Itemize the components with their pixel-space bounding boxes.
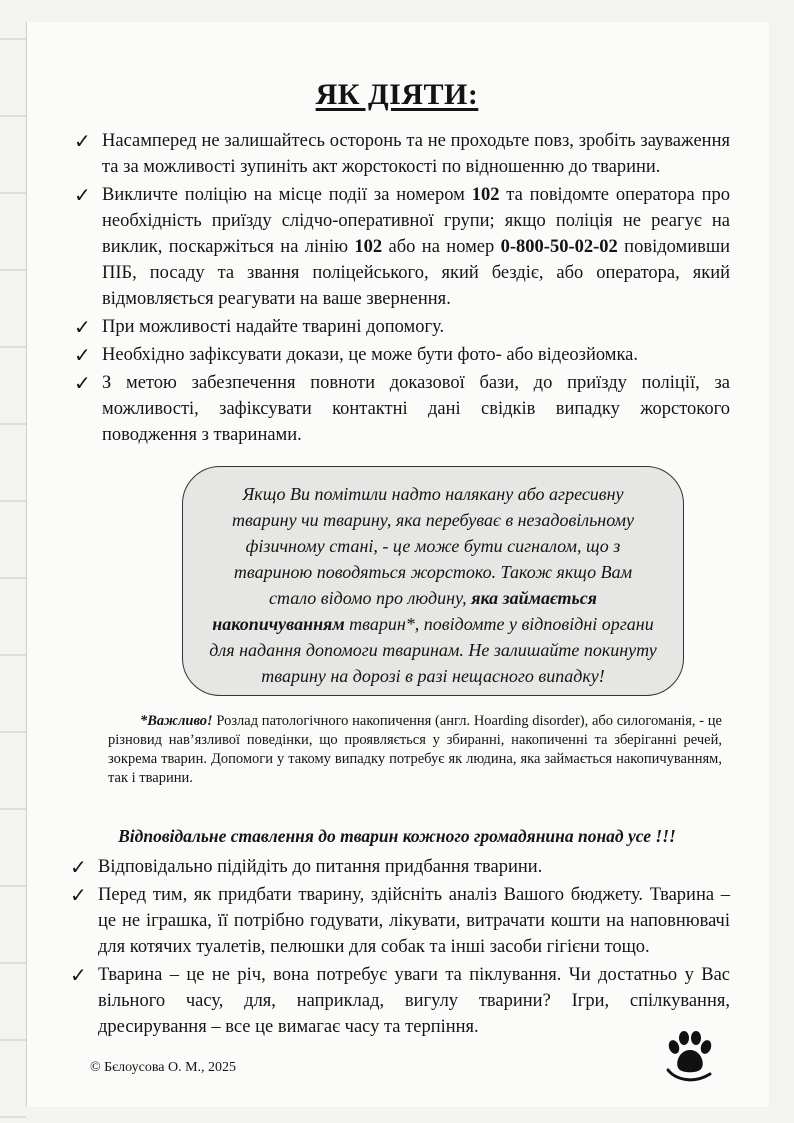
action-text-bold: 102 xyxy=(471,185,500,205)
check-icon: ✓ xyxy=(74,183,91,207)
callout-text-part1: Якщо Ви помітили надто налякану або агресивну тварину чи тварину, яка перебуває в незадовільному фізичному стані, - це може бути сигналом, що з твариною поводяться жорстоко. Також якщо Вам стало відомо про людину, xyxy=(231,484,635,608)
responsibility-text: Тварина – це не річ, вона потребує уваги та піклування. Чи достатньо у Вас вільного часу, для, наприклад, вигулу тварини? Ігри, спілкування, дресирування – все це вимагає часу та терпіння. xyxy=(98,965,730,1037)
action-text-bold: 102 xyxy=(354,237,383,257)
page-title: ЯК ДІЯТИ: xyxy=(315,78,479,111)
action-text: повідомивши ПІБ, посаду та звання поліцейського, який бездіє, або оператора, який відмовляється реагувати на ваше звернення. xyxy=(102,237,731,309)
check-icon: ✓ xyxy=(70,963,87,987)
check-icon: ✓ xyxy=(74,343,91,367)
paw-icon xyxy=(664,1030,716,1084)
action-text: або на номер xyxy=(382,237,501,257)
action-text: та повідомте оператора про необхідність приїзду слідчо-оперативної групи; якщо поліція не реагує на виклик, поскаржіться на лінію xyxy=(102,185,730,257)
check-icon: ✓ xyxy=(70,883,87,907)
action-item xyxy=(74,182,730,312)
copyright: © Бєлоусова О. М., 2025 xyxy=(90,1060,237,1075)
responsibility-text: Перед тим, як придбати тварину, здійсніть аналіз Вашого бюджету. Тварина – це не іграшка, її потрібно годувати, лікувати, витрачати кошти на наповнювачі для котячих туалетів, пелюшки для собак та інші засоби гігієни тощо. xyxy=(98,885,730,957)
action-text: Насамперед не залишайтесь осторонь та не проходьте повз, зробіть зауваження та за можливості зупиніть акт жорстокості по відношенню до тварини. xyxy=(102,131,730,177)
callout-text-part2: тварин*, повідомте у відповідні органи для надання допомоги тваринам. Не залишайте покинуту тварину на дорозі в разі нещасного випадку! xyxy=(209,614,657,686)
responsibility-list xyxy=(70,854,730,1042)
action-item xyxy=(74,314,730,340)
action-item xyxy=(74,128,730,180)
action-text: Викличте поліцію на місце події за номером xyxy=(102,185,472,205)
responsibility-item xyxy=(70,962,730,1040)
responsibility-item xyxy=(70,854,730,880)
action-text: При можливості надайте тварині допомогу. xyxy=(102,317,445,337)
important-note xyxy=(108,712,722,788)
note-lead: *Важливо! xyxy=(140,713,213,729)
check-icon: ✓ xyxy=(70,855,87,879)
action-text-bold: 0-800-50-02-02 xyxy=(500,237,618,257)
action-item xyxy=(74,342,730,368)
check-icon: ✓ xyxy=(74,371,91,395)
check-icon: ✓ xyxy=(74,315,91,339)
actions-list xyxy=(74,128,730,450)
responsibility-item xyxy=(70,882,730,960)
responsibility-heading: Відповідальне ставлення до тварин кожного громадянина понад усе !!! xyxy=(118,826,676,846)
responsibility-text: Відповідально підійдіть до питання придбання тварини. xyxy=(98,857,543,877)
check-icon: ✓ xyxy=(74,129,91,153)
note-text: Розлад патологічного накопичення (англ. Hoarding disorder), або силогоманія, - це різновид нав’язливої поведінки, що проявляється у збиранні, накопиченні та зберіганні речей, зокрема тварин. Допомоги у такому випадку потребує як людина, яка займається накопичуванням, так і тварини. xyxy=(108,713,722,786)
action-text: З метою забезпечення повноти доказової бази, до приїзду поліції, за можливості, зафіксувати контактні дані свідків випадку жорстокого поводження з тваринами. xyxy=(102,373,730,445)
scan-margin xyxy=(0,0,26,1123)
callout-text-bold: яка займається накопичуванням xyxy=(212,588,597,634)
action-text: Необхідно зафіксувати докази, це може бути фото- або відеозйомка. xyxy=(102,345,639,365)
action-item xyxy=(74,370,730,448)
warning-callout xyxy=(182,466,684,696)
